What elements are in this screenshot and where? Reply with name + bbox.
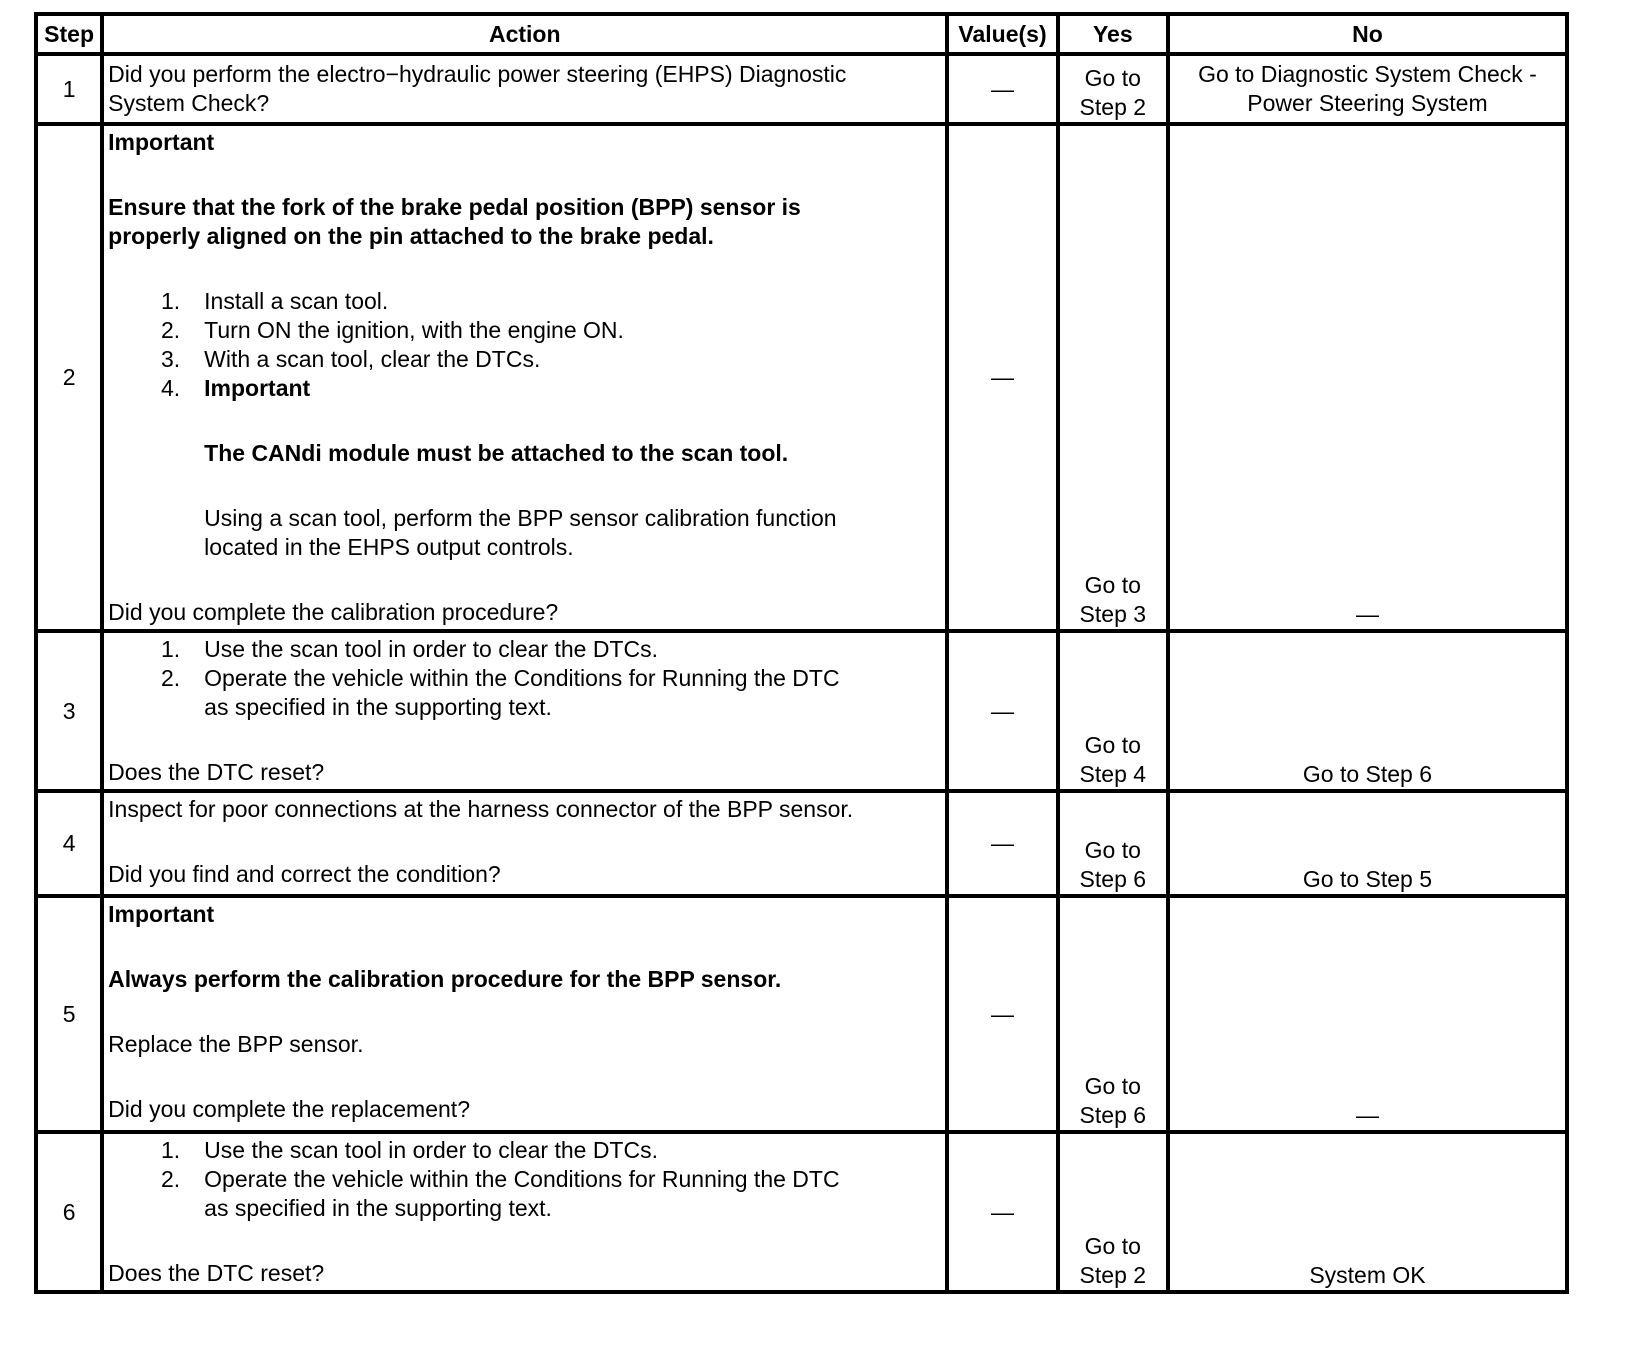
action-cell	[102, 631, 947, 791]
question-text: Did you find and correct the condition?	[108, 861, 501, 887]
yes-cell	[1058, 631, 1168, 791]
substep-number: 3.	[160, 346, 181, 372]
yes-cell	[1058, 896, 1168, 1132]
no-cell: System OK	[1168, 1132, 1567, 1292]
step-number: 3	[36, 631, 102, 791]
substep-important-label: Important	[204, 375, 311, 401]
substep-number: 4.	[160, 375, 181, 401]
value-cell: —	[947, 124, 1057, 631]
yes-goto: Go to	[1084, 1233, 1141, 1259]
yes-step: Step 6	[1079, 866, 1147, 892]
table-row	[36, 896, 1567, 1132]
value-cell: —	[947, 1132, 1057, 1292]
yes-step: Step 4	[1079, 761, 1147, 787]
header-action: Action	[102, 14, 947, 54]
yes-goto: Go to	[1084, 837, 1141, 863]
substep-list	[108, 635, 941, 693]
yes-step: Step 3	[1079, 601, 1147, 627]
substep-text: Install a scan tool.	[204, 288, 389, 314]
no-cell: Go to Step 6	[1168, 631, 1567, 791]
yes-step: Step 2	[1079, 1262, 1147, 1288]
table-row	[36, 1132, 1567, 1292]
substep-important-text: The CANdi module must be attached to the scan tool.	[204, 440, 789, 466]
step-number: 6	[36, 1132, 102, 1292]
step-number: 5	[36, 896, 102, 1132]
substep-text: Use the scan tool in order to clear the DTCs.	[204, 1137, 658, 1163]
diagnostic-table-sheet	[34, 12, 1569, 1352]
substep-text: Turn ON the ignition, with the engine ON.	[204, 317, 624, 343]
yes-cell	[1058, 1132, 1168, 1292]
no-cell	[1168, 54, 1567, 124]
value-cell: —	[947, 896, 1057, 1132]
substep-number: 1.	[160, 1137, 181, 1163]
substep-text: Operate the vehicle within the Conditions for Running the DTC	[204, 665, 840, 691]
substep-number: 2.	[160, 317, 181, 343]
diagnostic-table	[34, 12, 1569, 1294]
substep-list	[108, 287, 941, 403]
value-cell: —	[947, 631, 1057, 791]
list-item	[108, 664, 941, 693]
substep-text: as specified in the supporting text.	[204, 1195, 552, 1221]
list-item	[108, 316, 941, 345]
substep-number: 1.	[160, 288, 181, 314]
table-row	[36, 791, 1567, 896]
step-number: 2	[36, 124, 102, 631]
yes-cell	[1058, 124, 1168, 631]
step-number: 1	[36, 54, 102, 124]
important-label: Important	[108, 901, 215, 927]
question-text: Does the DTC reset?	[108, 1260, 325, 1286]
substep-list	[108, 1136, 941, 1194]
yes-goto: Go to	[1084, 65, 1141, 91]
action-cell	[102, 1132, 947, 1292]
list-item	[108, 345, 941, 374]
action-text: Replace the BPP sensor.	[108, 1031, 364, 1057]
yes-step: Step 6	[1079, 1102, 1147, 1128]
list-item	[108, 1165, 941, 1194]
question-text: Did you complete the replacement?	[108, 1096, 470, 1122]
action-cell	[102, 896, 947, 1132]
table-row	[36, 631, 1567, 791]
action-text: Inspect for poor connections at the harness connector of the BPP sensor.	[108, 796, 854, 822]
substep-number: 2.	[160, 1166, 181, 1192]
list-item	[108, 1136, 941, 1165]
yes-cell	[1058, 54, 1168, 124]
substep-text: With a scan tool, clear the DTCs.	[204, 346, 541, 372]
no-cell: —	[1168, 124, 1567, 631]
header-step: Step	[36, 14, 102, 54]
value-cell: —	[947, 54, 1057, 124]
action-cell	[102, 791, 947, 896]
substep-text: Using a scan tool, perform the BPP sensor calibration function	[204, 505, 837, 531]
question-text: Did you complete the calibration procedure?	[108, 599, 559, 625]
header-values: Value(s)	[947, 14, 1057, 54]
substep-text: as specified in the supporting text.	[204, 694, 552, 720]
action-cell	[102, 54, 947, 124]
yes-step: Step 2	[1079, 94, 1147, 120]
list-item	[108, 287, 941, 316]
list-item	[108, 374, 941, 403]
important-label: Important	[108, 129, 215, 155]
value-cell: —	[947, 791, 1057, 896]
no-text: Power Steering System	[1247, 90, 1488, 116]
no-cell: —	[1168, 896, 1567, 1132]
table-row	[36, 124, 1567, 631]
substep-text: located in the EHPS output controls.	[204, 534, 574, 560]
no-cell: Go to Step 5	[1168, 791, 1567, 896]
yes-goto: Go to	[1084, 1073, 1141, 1099]
action-cell	[102, 124, 947, 631]
list-item	[108, 635, 941, 664]
substep-number: 1.	[160, 636, 181, 662]
action-text: System Check?	[108, 90, 270, 116]
yes-goto: Go to	[1084, 732, 1141, 758]
action-text: Did you perform the electro−hydraulic power steering (EHPS) Diagnostic	[108, 61, 847, 87]
no-text: Go to Diagnostic System Check -	[1198, 61, 1537, 87]
header-no: No	[1168, 14, 1567, 54]
important-text: Ensure that the fork of the brake pedal position (BPP) sensor is	[108, 194, 801, 220]
yes-goto: Go to	[1084, 572, 1141, 598]
header-row	[36, 14, 1567, 54]
substep-number: 2.	[160, 665, 181, 691]
important-text: Always perform the calibration procedure for the BPP sensor.	[108, 966, 782, 992]
header-yes: Yes	[1058, 14, 1168, 54]
important-text: properly aligned on the pin attached to the brake pedal.	[108, 223, 714, 249]
step-number: 4	[36, 791, 102, 896]
substep-text: Use the scan tool in order to clear the DTCs.	[204, 636, 658, 662]
question-text: Does the DTC reset?	[108, 759, 325, 785]
yes-cell	[1058, 791, 1168, 896]
table-row	[36, 54, 1567, 124]
substep-text: Operate the vehicle within the Conditions for Running the DTC	[204, 1166, 840, 1192]
